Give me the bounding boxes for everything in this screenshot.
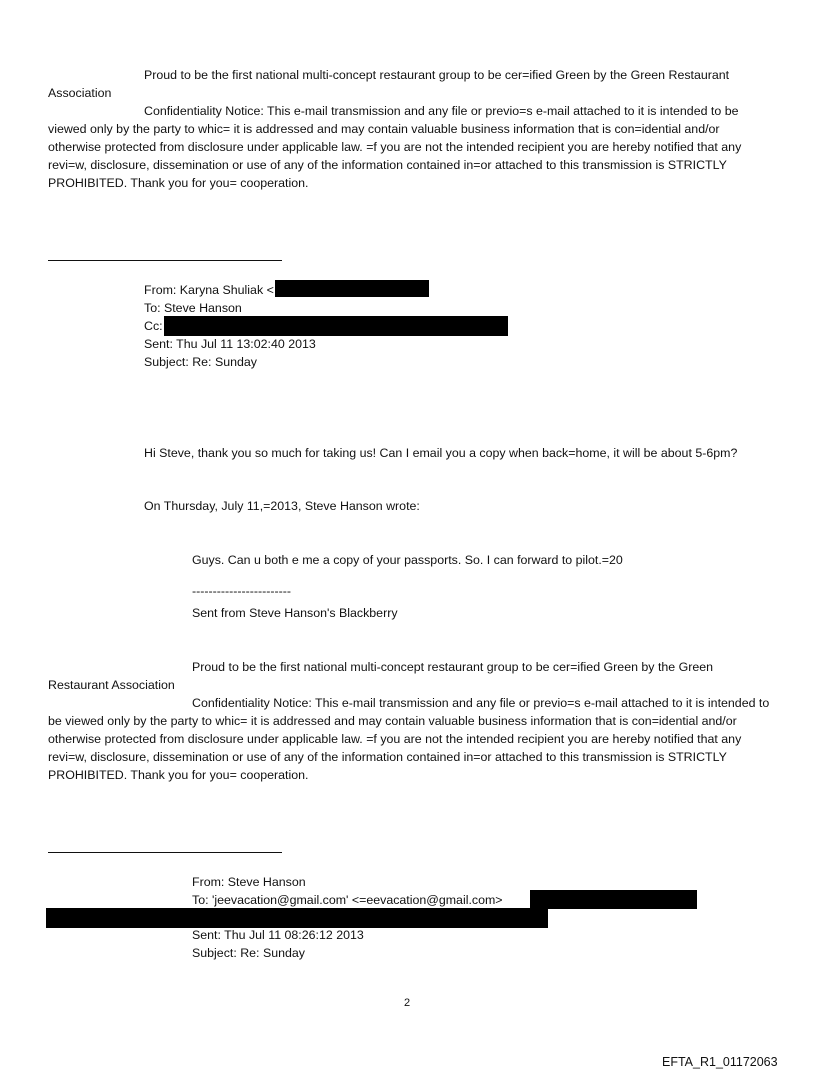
signature-dashes: ------------------------ (192, 584, 292, 598)
signature-text: Sent from Steve Hanson's Blackberry (192, 606, 398, 620)
header-subject: Subject: Re: Sunday (192, 946, 305, 960)
redaction-box (46, 908, 548, 928)
header-to: To: Steve Hanson (144, 301, 242, 315)
header-subject: Subject: Re: Sunday (144, 355, 257, 369)
page-number: 2 (404, 997, 411, 1009)
green-certification-note-1 (48, 66, 772, 192)
redaction-box (275, 280, 429, 297)
green-certification-text: Proud to be the first national multi-concept restaurant group to be cer=ified Green by the Green Restaurant Association (48, 68, 730, 100)
redaction-box (164, 316, 508, 336)
confidentiality-notice: Confidentiality Notice: This e-mail transmission and any file or previo=s e-mail attached to it is intended to be viewed only by the party to whic= it is addressed and may contain valuable business information that is con=idential and/or otherwise protected from disclosure under applicable law. =f you are not the intended recipient you are hereby notified that any revi=w, disclosure, dissemination or use of any of the information contained in=or attached to this transmission is STRICTLY PROHIBITED. Thank you for you= cooperation. (48, 696, 770, 782)
header-to: To: 'jeevacation@gmail.com' <=eevacation@gmail.com> (192, 893, 503, 907)
header-sent: Sent: Thu Jul 11 08:26:12 2013 (192, 928, 364, 942)
header-from: From: Steve Hanson (192, 875, 306, 889)
header-cc: Cc: (144, 319, 163, 333)
quote-intro: On Thursday, July 11,=2013, Steve Hanson wrote: (144, 499, 420, 513)
message-text: Hi Steve, thank you so much for taking us! Can I email you a copy when back=home, it will be about 5-6pm? (144, 446, 738, 460)
header-from: From: Karyna Shuliak < (144, 283, 274, 297)
document-id: EFTA_R1_01172063 (662, 1055, 778, 1069)
message-body (48, 443, 772, 463)
separator-rule (48, 852, 282, 853)
green-certification-note-2 (48, 658, 772, 784)
confidentiality-notice: Confidentiality Notice: This e-mail transmission and any file or previo=s e-mail attached to it is intended to be viewed only by the party to whic= it is addressed and may contain valuable business information that is con=idential and/or otherwise protected from disclosure under applicable law. =f you are not the intended recipient you are hereby notified that any revi=w, disclosure, dissemination or use of any of the information contained in=or attached to this transmission is STRICTLY PROHIBITED. Thank you for you= cooperation. (48, 104, 742, 190)
redaction-box (530, 890, 697, 909)
quoted-message-text: Guys. Can u both e me a copy of your passports. So. I can forward to pilot.=20 (192, 553, 623, 567)
separator-rule (48, 260, 282, 261)
green-certification-text: Proud to be the first national multi-concept restaurant group to be cer=ified Green by the Green Restaurant Association (48, 660, 714, 692)
header-sent: Sent: Thu Jul 11 13:02:40 2013 (144, 337, 316, 351)
